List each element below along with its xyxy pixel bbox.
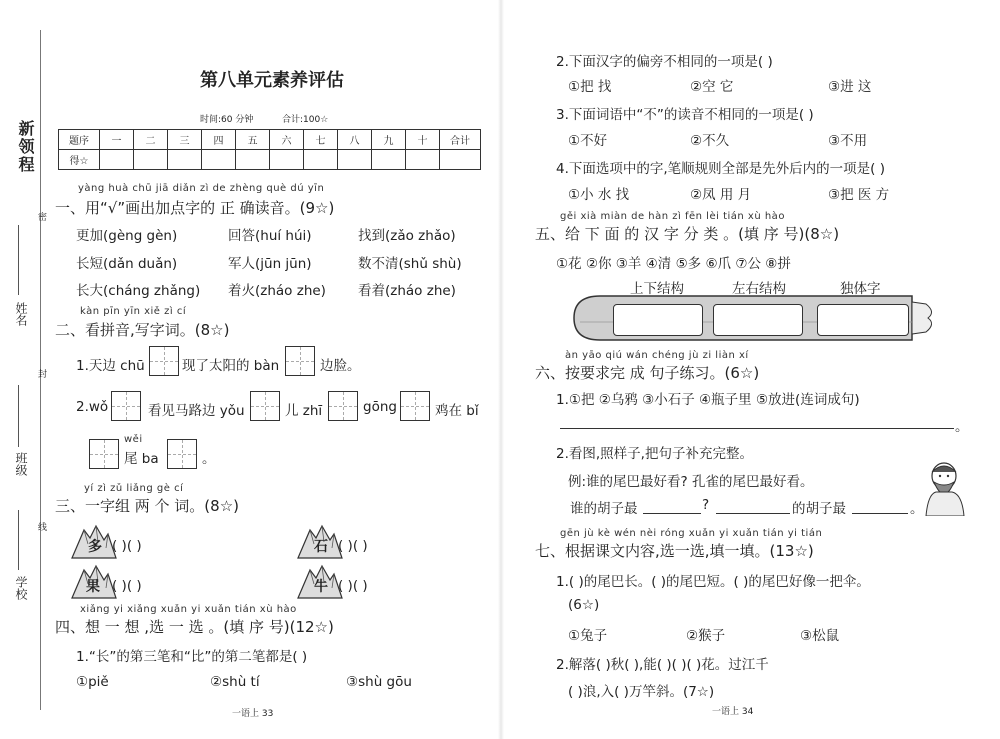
s1-item[interactable]: 看着(zháo zhe) — [358, 283, 456, 299]
school-label: 学校 — [14, 576, 28, 600]
s1-item[interactable]: 军人(jūn jūn) — [228, 256, 312, 272]
train-label-single: 独体字 — [840, 281, 881, 297]
s2-line2-c: 儿 zhī — [285, 403, 323, 419]
s3-title: 三、一字组 两 个 词。(8☆) — [55, 497, 239, 515]
table-cell: 一 — [100, 130, 134, 150]
s4-q2-option[interactable]: ①把 找 — [568, 79, 612, 95]
train-label-left-right: 左右结构 — [732, 281, 786, 297]
s1-item[interactable]: 回答(huí húi) — [228, 228, 312, 244]
score-input-cell[interactable] — [134, 150, 168, 170]
s2-line2-d: gōng — [363, 399, 397, 415]
s7-option[interactable]: ②猴子 — [686, 628, 726, 644]
answer-line[interactable] — [560, 428, 954, 429]
write-box[interactable] — [167, 439, 197, 469]
table-cell: 二 — [134, 130, 168, 150]
s2-line1-mid: 现了太阳的 bàn — [182, 358, 280, 374]
s7-q2-line1[interactable]: 2.解落( )秋( ),能( )( )( )花。过江千 — [556, 657, 769, 673]
score-input-cell[interactable] — [270, 150, 304, 170]
school-line — [18, 510, 19, 570]
table-cell: 三 — [168, 130, 202, 150]
s1-item[interactable]: 更加(gèng gèn) — [76, 228, 178, 244]
s1-item[interactable]: 长短(dǎn duǎn) — [76, 256, 178, 272]
s2-line1-start: 1.天边 chū — [76, 358, 145, 374]
s6-q1-end: 。 — [955, 419, 969, 435]
table-cell: 六 — [270, 130, 304, 150]
s4-title: 四、想 一 想 ,选 一 选 。(填 序 号)(12☆) — [55, 618, 334, 636]
train-answer-slot[interactable] — [713, 304, 803, 336]
write-box[interactable] — [89, 439, 119, 469]
s4-q3-option[interactable]: ③不用 — [828, 133, 868, 149]
s4-q4: 4.下面选项中的字,笔顺规则全部是先外后内的一项是( ) — [556, 161, 885, 177]
s1-pinyin: yàng huà chū jiā diǎn zì de zhèng què dú yīn — [78, 183, 325, 194]
class-line — [18, 385, 19, 447]
table-cell: 八 — [338, 130, 372, 150]
s4-q2-option[interactable]: ②空 它 — [690, 79, 734, 95]
score-input-cell[interactable] — [202, 150, 236, 170]
s3-char: 石 — [314, 539, 328, 555]
s4-q4-option[interactable]: ①小 水 找 — [568, 187, 630, 203]
s4-q4-option[interactable]: ③把 医 方 — [828, 187, 890, 203]
page-footer: 一语上 33 — [232, 709, 274, 719]
page-footer: 一语上 34 — [712, 707, 754, 717]
s6-fill-d: 。 — [910, 501, 924, 517]
name-line — [18, 225, 19, 295]
table-cell: 题序 — [59, 130, 100, 150]
s4-q2-option[interactable]: ③进 这 — [828, 79, 872, 95]
s2-line3-text: 尾 ba — [124, 451, 159, 467]
s7-q1-score: (6☆) — [568, 597, 600, 613]
s4-option[interactable]: ③shù gōu — [346, 674, 412, 690]
table-cell: 合计 — [440, 130, 481, 150]
s6-fill-a: 谁的胡子最 — [570, 501, 638, 517]
s6-q1: 1.①把 ②乌鸦 ③小石子 ④瓶子里 ⑤放进(连词成句) — [556, 392, 860, 408]
s2-line2-b: 看见马路边 yǒu — [148, 403, 245, 419]
time-limit: 时间:60 分钟 — [200, 115, 254, 125]
s7-q1[interactable]: 1.( )的尾巴长。( )的尾巴短。( )的尾巴好像一把伞。 — [556, 574, 870, 590]
table-cell: 四 — [202, 130, 236, 150]
write-box[interactable] — [328, 391, 358, 421]
write-box[interactable] — [149, 346, 179, 376]
s4-option[interactable]: ①piě — [76, 674, 109, 690]
write-box[interactable] — [250, 391, 280, 421]
bearded-man-icon — [922, 460, 968, 516]
write-box[interactable] — [111, 391, 141, 421]
s6-title: 六、按要求完 成 句子练习。(6☆) — [535, 364, 760, 382]
s6-fill-c: 的胡子最 — [792, 501, 846, 517]
s1-title: 一、用“√”画出加点字的 正 确读音。(9☆) — [55, 199, 335, 217]
s3-char: 果 — [86, 579, 100, 595]
s3-char: 多 — [88, 539, 102, 555]
s3-blank[interactable]: ( )( ) — [338, 578, 368, 594]
s4-q3: 3.下面词语中“不”的读音不相同的一项是( ) — [556, 107, 814, 123]
s6-q2: 2.看图,照样子,把句子补充完整。 — [556, 446, 753, 462]
s4-q3-option[interactable]: ②不久 — [690, 133, 730, 149]
table-cell: 九 — [372, 130, 406, 150]
s2-title: 二、看拼音,写字词。(8☆) — [55, 321, 230, 339]
score-input-cell[interactable] — [168, 150, 202, 170]
s3-pinyin: yí zì zǔ liǎng gè cí — [84, 483, 184, 494]
score-table-header-row — [59, 130, 481, 150]
table-cell: 得☆ — [59, 150, 100, 170]
s4-pinyin: xiǎng yi xiǎng xuǎn yi xuǎn tián xù hào — [80, 604, 297, 615]
s7-q2-line2[interactable]: ( )浪,入( )万竿斜。(7☆) — [568, 684, 715, 700]
score-input-cell[interactable] — [236, 150, 270, 170]
s5-pinyin: gěi xià miàn de hàn zì fēn lèi tián xù hào — [560, 211, 785, 222]
name-label: 姓名 — [14, 302, 28, 326]
train-label-top-bottom: 上下结构 — [630, 281, 684, 297]
table-cell: 五 — [236, 130, 270, 150]
s2-line1-end: 边脸。 — [320, 358, 361, 374]
total-score: 合计:100☆ — [282, 115, 329, 125]
s2-wei-pinyin: wěi — [124, 434, 143, 445]
s3-blank[interactable]: ( )( ) — [338, 538, 368, 554]
s4-q2: 2.下面汉字的偏旁不相同的一项是( ) — [556, 54, 773, 70]
score-input-cell[interactable] — [100, 150, 134, 170]
score-table-score-row — [59, 150, 481, 170]
s1-item[interactable]: 数不清(shǔ shù) — [358, 256, 462, 272]
s3-char: 牛 — [314, 579, 328, 595]
write-box[interactable] — [400, 391, 430, 421]
score-input-cell[interactable] — [338, 150, 372, 170]
train-answer-slot[interactable] — [613, 304, 703, 336]
s3-blank[interactable]: ( )( ) — [112, 538, 142, 554]
table-cell: 十 — [406, 130, 440, 150]
s2-line2-e: 鸡在 bǐ — [435, 403, 479, 419]
s1-item[interactable]: 着火(zháo zhe) — [228, 283, 326, 299]
seal-mark-xian: 线 — [38, 523, 48, 533]
score-input-cell[interactable] — [372, 150, 406, 170]
s3-blank[interactable]: ( )( ) — [112, 578, 142, 594]
s4-q4-option[interactable]: ②凤 用 月 — [690, 187, 752, 203]
class-label: 班级 — [14, 452, 28, 476]
s5-title: 五、给 下 面 的 汉 字 分 类 。(填 序 号)(8☆) — [535, 225, 840, 243]
write-box[interactable] — [285, 346, 315, 376]
s6-pinyin: àn yāo qiú wán chéng jù zi liàn xí — [565, 350, 749, 361]
score-table — [58, 129, 481, 170]
s1-item[interactable]: 长大(cháng zhǎng) — [76, 283, 201, 299]
s7-pinyin: gēn jù kè wén nèi róng xuǎn yi xuǎn tián yi tián — [560, 528, 823, 539]
page-gutter — [498, 0, 504, 739]
s6-fill-b: ? — [702, 497, 710, 513]
seal-mark-mi: 密 — [38, 213, 48, 223]
table-cell: 七 — [304, 130, 338, 150]
s7-title: 七、根据课文内容,选一选,填一填。(13☆) — [535, 542, 814, 560]
answer-line[interactable] — [716, 513, 790, 514]
s4-q1: 1.“长”的第三笔和“比”的第二笔都是( ) — [76, 649, 308, 665]
s2-line2-a: 2.wǒ — [76, 399, 109, 415]
s1-item[interactable]: 找到(zǎo zhǎo) — [358, 228, 456, 244]
s2-line3-end: 。 — [202, 451, 216, 467]
score-input-cell[interactable] — [406, 150, 440, 170]
s4-option[interactable]: ②shù tí — [210, 674, 260, 690]
page-title: 第八单元素养评估 — [200, 70, 344, 91]
s7-option[interactable]: ①兔子 — [568, 628, 608, 644]
s5-chars: ①花 ②你 ③羊 ④清 ⑤多 ⑥爪 ⑦公 ⑧拼 — [556, 256, 791, 272]
s2-pinyin: kàn pīn yīn xiě zì cí — [80, 306, 187, 317]
s6-example: 例:谁的尾巴最好看? 孔雀的尾巴最好看。 — [568, 474, 814, 490]
answer-line[interactable] — [643, 513, 701, 514]
score-input-cell[interactable] — [440, 150, 481, 170]
s4-q3-option[interactable]: ①不好 — [568, 133, 608, 149]
answer-line[interactable] — [852, 513, 908, 514]
seal-mark-feng: 封 — [38, 370, 48, 380]
s7-option[interactable]: ③松鼠 — [800, 628, 840, 644]
brand-logo: 新领程 — [16, 120, 35, 174]
train-answer-slot[interactable] — [817, 304, 909, 336]
score-input-cell[interactable] — [304, 150, 338, 170]
